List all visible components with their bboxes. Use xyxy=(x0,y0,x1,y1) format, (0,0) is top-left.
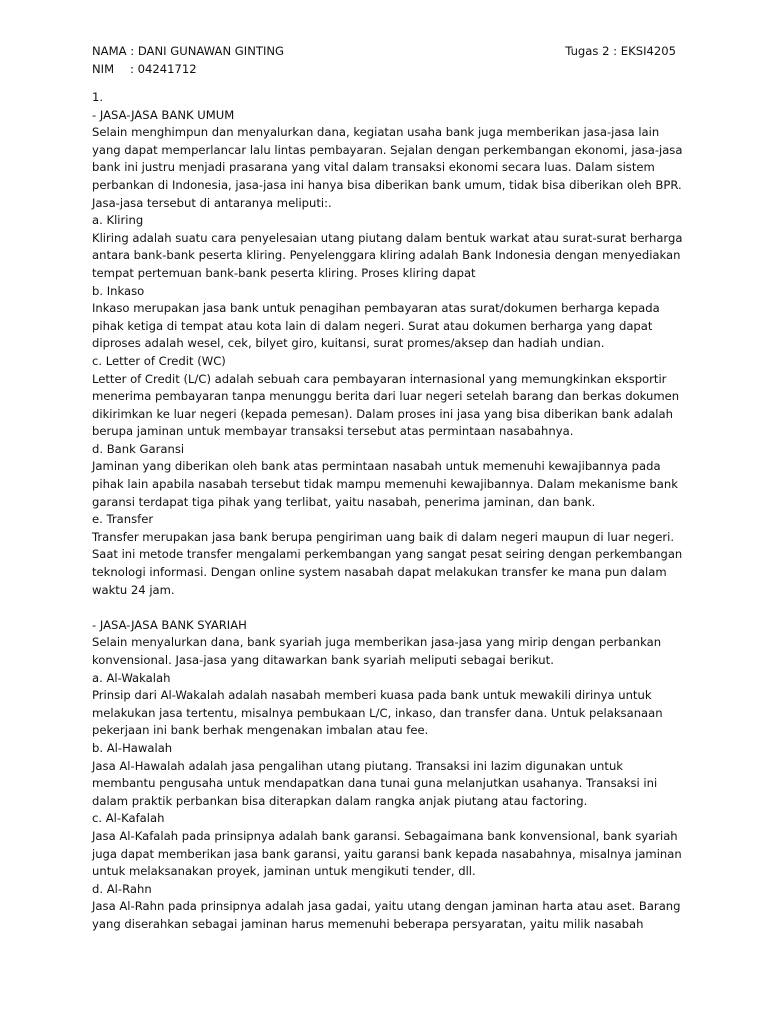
text-line: Jasa Al-Kafalah pada prinsipnya adalah bank garansi. Sebagaimana bank konvensional, bank syariah xyxy=(92,828,678,843)
text-line: yang diserahkan sebagai jaminan harus memenuhi beberapa persyaratan, yaitu milik nasabah xyxy=(92,916,644,931)
text-line: Jaminan yang diberikan oleh bank atas permintaan nasabah untuk memenuhi kewajibannya pada xyxy=(92,459,661,474)
text-line: b. Inkaso xyxy=(92,283,145,298)
text-line: diproses adalah wesel, cek, bilyet giro, kuitansi, surat promes/aksep dan hadiah undian. xyxy=(92,336,605,351)
blank-line xyxy=(92,599,682,617)
assignment-code: Tugas 2 : EKSI4205 xyxy=(565,44,676,58)
text-line: pihak ketiga di tempat atau kota lain di dalam negeri. Surat atau dokumen berharga yang dapat xyxy=(92,318,653,333)
text-line: Transfer merupakan jasa bank berupa pengiriman uang baik di dalam negeri maupun di luar negeri. xyxy=(92,529,675,544)
text-line: untuk melaksanakan proyek, jaminan untuk mengikuti tender, dll. xyxy=(92,864,476,879)
text-line: teknologi informasi. Dengan online system nasabah dapat melakukan transfer ke mana pun dalam xyxy=(92,565,667,580)
text-line: antara bank-bank peserta kliring. Penyelenggara kliring adalah Bank Indonesia dengan menyediakan xyxy=(92,248,681,263)
text-line: Inkaso merupakan jasa bank untuk penagihan pembayaran atas surat/dokumen berharga kepada xyxy=(92,301,660,316)
text-line: - JASA-JASA BANK SYARIAH xyxy=(92,617,247,632)
text-line: waktu 24 jam. xyxy=(92,582,175,597)
text-line: berupa jaminan untuk membayar transaksi tersebut atas permintaan nasabahnya. xyxy=(92,424,574,439)
text-line: e. Transfer xyxy=(92,512,154,527)
text-line: bank ini justru menjadi prasarana yang vital dalam transaksi ekonomi secara luas. Dalam sistem xyxy=(92,160,655,175)
text-line: c. Al-Kafalah xyxy=(92,811,165,826)
text-line: Selain menyalurkan dana, bank syariah juga memberikan jasa-jasa yang mirip dengan perbankan xyxy=(92,635,662,650)
text-line: dalam praktik perbankan bisa diterapkan dalam rangka anjak piutang atau factoring. xyxy=(92,793,588,808)
document-body xyxy=(92,89,682,934)
text-line: 1. xyxy=(92,90,104,104)
text-line: dikirimkan ke luar negeri (kepada pemesan). Dalam proses ini jasa yang bisa diberikan bank adalah xyxy=(92,406,673,421)
text-line: c. Letter of Credit (WC) xyxy=(92,353,226,368)
text-line: d. Bank Garansi xyxy=(92,441,185,456)
text-line: Kliring adalah suatu cara penyelesaian utang piutang dalam bentuk warkat atau surat-surat berharga xyxy=(92,230,683,245)
text-line: tempat pertemuan bank-bank peserta kliring. Proses kliring dapat xyxy=(92,265,476,280)
text-line: garansi terdapat tiga pihak yang terlibat, yaitu nasabah, penerima jaminan, dan bank. xyxy=(92,494,596,509)
document-header xyxy=(92,43,676,79)
student-name: NAMA : DANI GUNAWAN GINTING xyxy=(92,44,285,58)
text-line: Jasa Al-Rahn pada prinsipnya adalah jasa gadai, yaitu utang dengan jaminan harta atau aset. Barang xyxy=(92,899,681,914)
text-line: Letter of Credit (L/C) adalah sebuah cara pembayaran internasional yang memungkinkan eksportir xyxy=(92,371,667,386)
text-line: melakukan jasa tertentu, misalnya pembukaan L/C, inkaso, dan transfer dana. Untuk pelaksanaan xyxy=(92,705,663,720)
text-line: menerima pembayaran tanpa menunggu berita dari luar negeri setelah barang dan berkas dokumen xyxy=(92,389,680,404)
text-line: Jasa-jasa tersebut di antaranya meliputi:. xyxy=(92,195,332,210)
text-line: - JASA-JASA BANK UMUM xyxy=(92,107,235,122)
text-line: konvensional. Jasa-jasa yang ditawarkan bank syariah meliputi sebagai berikut. xyxy=(92,653,554,667)
text-line: yang dapat memperlancar lalu lintas pembayaran. Sejalan dengan perkembangan ekonomi, jasa-jasa xyxy=(92,142,683,157)
text-line: pihak lain apabila nasabah tersebut tidak mampu memenuhi kewajibannya. Dalam mekanisme bank xyxy=(92,477,678,492)
student-id-value: : 04241712 xyxy=(130,61,197,76)
student-id-label: NIM xyxy=(92,61,115,76)
student-id-line xyxy=(92,61,197,79)
text-line: Jasa Al-Hawalah adalah jasa pengalihan utang piutang. Transaksi ini lazim digunakan untuk xyxy=(92,758,624,773)
text-line: d. Al-Rahn xyxy=(92,881,152,896)
text-line: a. Kliring xyxy=(92,213,144,228)
text-line: perbankan di Indonesia, jasa-jasa ini hanya bisa diberikan bank umum, tidak bisa diberikan oleh BPR. xyxy=(92,177,682,192)
text-line: membantu pengusaha untuk mendapatkan dana tunai guna melanjutkan usahanya. Transaksi ini xyxy=(92,776,658,791)
text-line: pekerjaan ini bank berhak mengenakan imbalan atau fee. xyxy=(92,723,429,738)
text-line: Prinsip dari Al-Wakalah adalah nasabah memberi kuasa pada bank untuk mewakili dirinya untuk xyxy=(92,688,652,703)
text-line: a. Al-Wakalah xyxy=(92,670,171,685)
text-line: Saat ini metode transfer mengalami perkembangan yang sangat pesat seiring dengan perkembangan xyxy=(92,547,683,562)
text-line: juga dapat memberikan jasa bank garansi, yaitu garansi bank kepada nasabahnya, misalnya jaminan xyxy=(92,846,682,861)
text-line: b. Al-Hawalah xyxy=(92,740,173,755)
text-line: Selain menghimpun dan menyalurkan dana, kegiatan usaha bank juga memberikan jasa-jasa lain xyxy=(92,125,660,140)
